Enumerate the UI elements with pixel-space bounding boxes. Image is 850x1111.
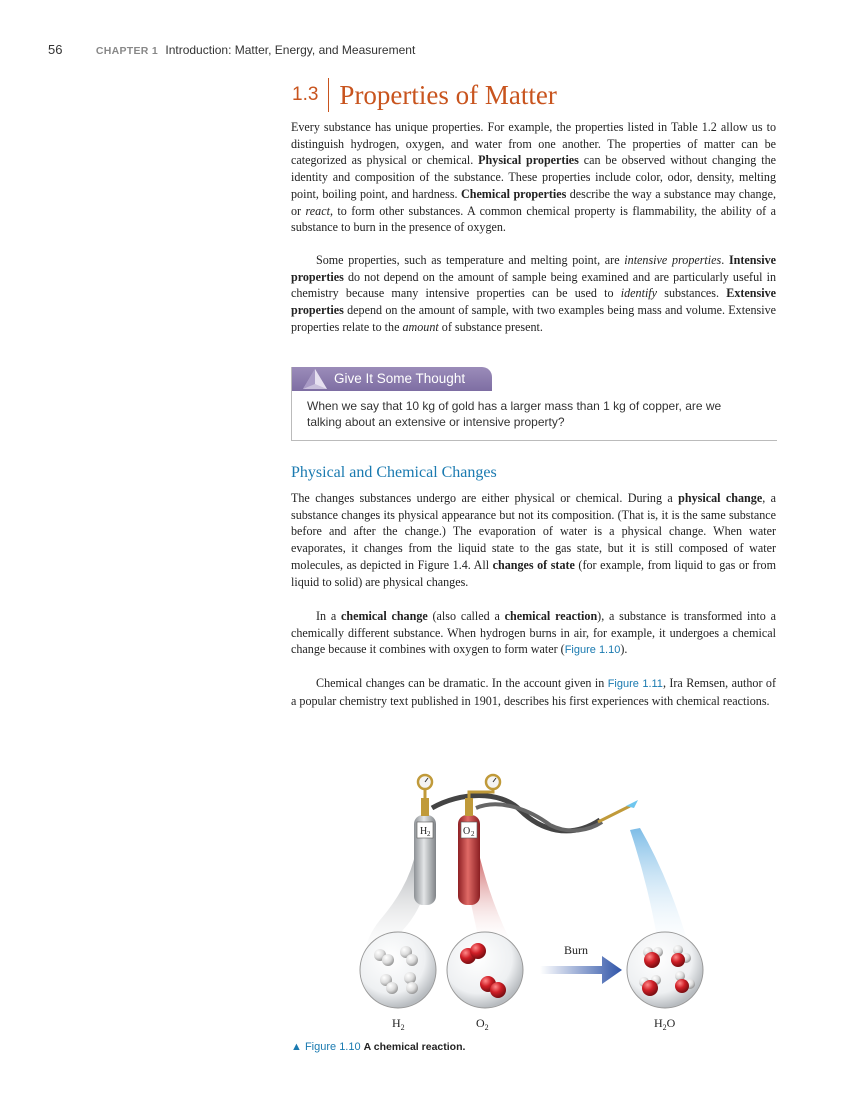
key-term: chemical reaction <box>504 609 598 623</box>
key-term: Chemical properties <box>460 186 567 201</box>
pyramid-icon <box>302 368 328 390</box>
caption-triangle-icon: ▲ <box>291 1041 302 1053</box>
text-run: The changes substances undergo are either physical or chemical. During a <box>291 491 679 505</box>
key-term: chemical change <box>341 609 428 623</box>
key-term: Extensive properties <box>291 286 776 318</box>
text-run: describe the way a substance may change, or <box>291 186 776 218</box>
oxygen-valve <box>465 798 473 816</box>
torch-nozzle <box>598 806 630 822</box>
paragraph-physical-chemical-properties <box>291 119 776 236</box>
text-run: (for example, from liquid to gas or from liquid to solid) are physical changes. <box>291 557 776 589</box>
text-run: can be observed without changing the identity and composition of the substance. These properties include color, odor, density, melting point, boiling point, and hardness. <box>291 153 776 201</box>
text-run: Some properties, such as temperature and melting point, are <box>316 253 625 267</box>
water-sphere <box>627 932 703 1008</box>
running-head <box>48 42 415 57</box>
caption-text: A chemical reaction. <box>363 1041 466 1053</box>
hydrogen-valve <box>421 798 429 816</box>
italic-term: intensive properties <box>624 253 722 267</box>
paragraph-intensive-extensive <box>291 252 776 336</box>
figure-reference-link[interactable]: Figure 1.11 <box>607 678 663 690</box>
key-term: Intensive properties <box>291 253 777 284</box>
section-divider <box>328 78 329 112</box>
chapter-label: CHAPTER 1 <box>95 45 159 57</box>
thought-box-heading: Give It Some Thought <box>334 371 466 386</box>
figure-chemical-reaction <box>340 770 730 1040</box>
section-heading <box>292 78 557 112</box>
hydrogen-tank-subscript: 2 <box>427 830 431 838</box>
give-it-some-thought-box <box>291 367 777 441</box>
section-title: Properties of Matter <box>339 79 557 110</box>
subsection-title: Physical and Chemical Changes <box>291 464 497 481</box>
italic-term: identify <box>620 286 658 301</box>
text-run: , a substance changes its physical appearance but not its composition. (That is, it is the same substance before and after the change.) The evaporation of water is a physical change. When water evaporates, it changes from the liquid state to the gas state, but it is still composed of water molecules, as depicted in Figure 1.4. All <box>291 491 776 572</box>
key-term: physical change <box>678 491 763 505</box>
paragraph-dramatic-changes <box>291 675 776 709</box>
burn-arrow <box>540 956 622 984</box>
oxygen-tank-subscript: 2 <box>471 830 475 838</box>
text-run: Chemical changes can be dramatic. In the account given in <box>316 676 608 690</box>
text-run: ), a substance is transformed into a chemically different substance. When hydrogen burns in air, for example, it undergoes a chemical change because it combines with oxygen to form water ( <box>291 609 776 657</box>
text-run: of substance present. <box>438 319 543 334</box>
h2o-label: $H_2O$ <box>654 1016 676 1032</box>
oxygen-sphere <box>447 932 523 1008</box>
text-run: , to form other substances. A common chemical property is flammability, the ability of a substance to burn in the presence of oxygen. <box>291 203 776 235</box>
hose <box>432 796 600 831</box>
key-term: Physical properties <box>478 153 579 168</box>
thought-box-header <box>292 367 492 391</box>
text-run: Every substance has unique properties. For example, the properties listed in Table 1.2 allow us to distinguish hydrogen, oxygen, and water from one another. The properties of matter can be categorized as physical or chemical. <box>291 120 776 168</box>
figure-reference-link[interactable]: Figure 1.10 <box>564 644 621 657</box>
paragraph-chemical-change <box>291 608 776 659</box>
thought-box-question: When we say that 10 kg of gold has a larger mass than 1 kg of copper, are we talking about an extensive or intensive property? <box>307 399 722 429</box>
text-run: , Ira Remsen, author of a popular chemistry text published in 1901, describes his first experiences with chemical reactions. <box>291 676 776 708</box>
hydrogen-sphere <box>360 932 436 1008</box>
text-run: . <box>721 253 729 267</box>
oxygen-tank-label: O <box>463 826 471 837</box>
italic-term: react <box>305 203 330 218</box>
text-run: substances. <box>657 286 727 301</box>
italic-term: amount <box>402 319 439 334</box>
figure-caption <box>291 1041 465 1053</box>
page-number: 56 <box>48 42 63 57</box>
burn-label: Burn <box>564 943 588 957</box>
section-number: 1.3 <box>292 84 319 105</box>
text-run: In a <box>316 609 342 623</box>
key-term: changes of state <box>492 557 575 572</box>
hydrogen-tank-label: H <box>420 826 428 837</box>
paragraph-physical-change <box>291 490 776 590</box>
text-run: (also called a <box>427 609 505 623</box>
text-run: depend on the amount of sample, with two examples being mass and volume. Extensive properties relate to the <box>291 303 776 334</box>
o2-label: $O_2$ <box>476 1016 489 1032</box>
text-run: do not depend on the amount of sample being examined and are particularly useful in chemistry because many intensive properties can be used to <box>291 269 776 301</box>
chapter-title: Introduction: Matter, Energy, and Measurement <box>165 43 416 57</box>
h2-label: $H_2$ <box>392 1016 405 1032</box>
text-run: ). <box>620 642 628 657</box>
caption-figure-label: Figure 1.10 <box>304 1041 361 1053</box>
